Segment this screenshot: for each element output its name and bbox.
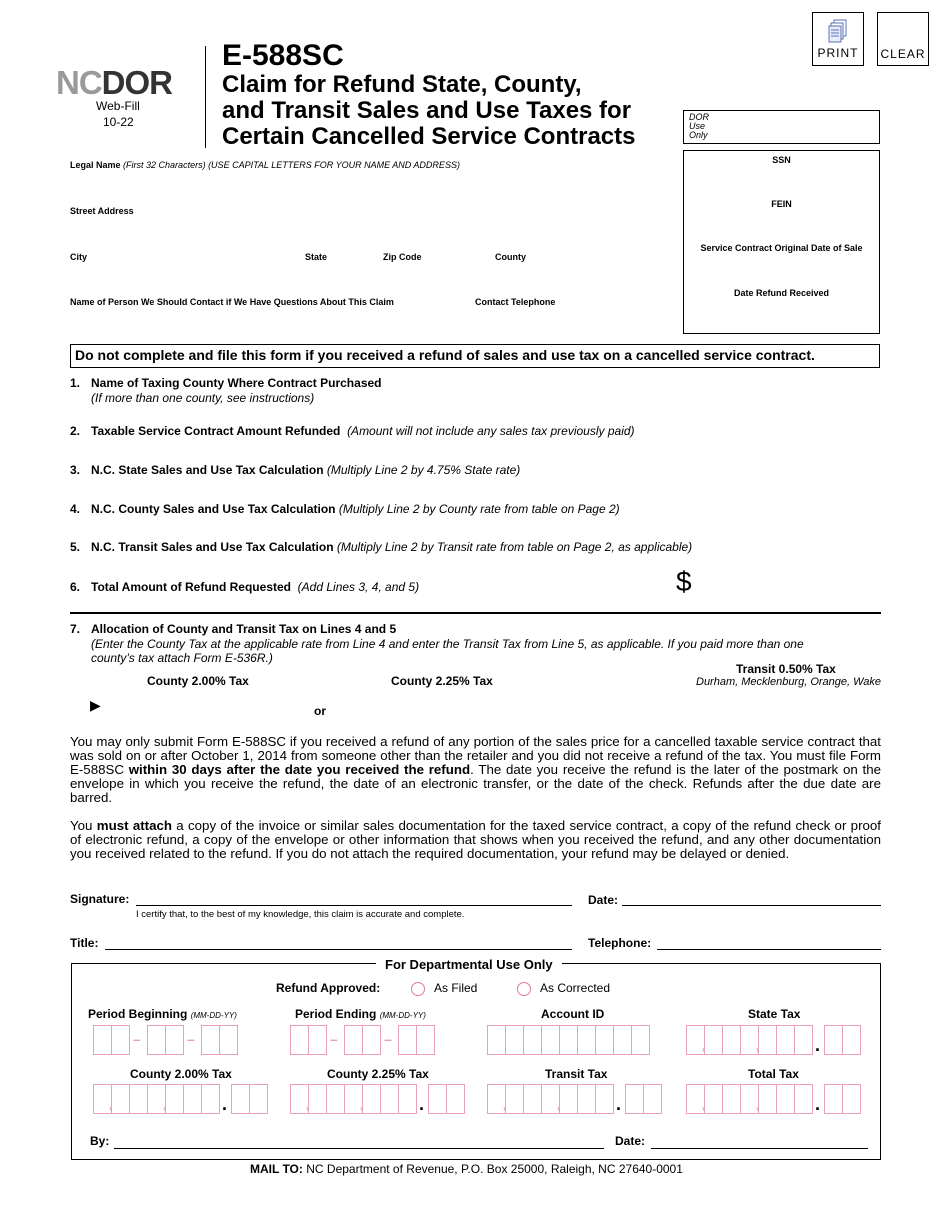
digit-box[interactable]	[398, 1025, 417, 1055]
date-field[interactable]	[622, 893, 881, 906]
digit-box[interactable]	[93, 1025, 112, 1055]
digit-box[interactable]	[559, 1084, 578, 1114]
digit-box[interactable]	[595, 1025, 614, 1055]
digit-box[interactable]	[344, 1025, 363, 1055]
state-tax-label: State Tax	[748, 1007, 801, 1021]
digit-box[interactable]	[794, 1025, 813, 1055]
digit-box[interactable]	[380, 1084, 399, 1114]
legal-name-field[interactable]	[70, 160, 460, 170]
separator-mark: ,	[702, 1100, 706, 1112]
separator-mark: .	[815, 1035, 821, 1055]
digit-box[interactable]	[523, 1025, 542, 1055]
digit-box[interactable]	[231, 1084, 250, 1114]
digit-box[interactable]	[577, 1084, 596, 1114]
dor-use-only-box	[683, 110, 880, 144]
line-6-rule	[70, 612, 881, 614]
digit-box[interactable]	[111, 1084, 130, 1114]
account-id-boxes[interactable]	[487, 1025, 659, 1055]
digit-box[interactable]	[111, 1025, 130, 1055]
as-filed-label: As Filed	[434, 981, 478, 995]
total-tax-label: Total Tax	[748, 1067, 799, 1081]
title-line-1: Claim for Refund State, County,	[222, 71, 582, 98]
line-7-note-2: county’s tax attach Form E-536R.)	[91, 651, 273, 665]
county-225-tax-boxes[interactable]	[290, 1084, 468, 1114]
form-title	[222, 72, 636, 150]
separator-mark: .	[815, 1094, 821, 1114]
digit-box[interactable]	[541, 1025, 560, 1055]
contact-name-label[interactable]: Name of Person We Should Contact if We Have Questions About This Claim	[70, 297, 394, 307]
as-corrected-label: As Corrected	[540, 981, 611, 995]
line-7-note-1: (Enter the County Tax at the applicable rate from Line 4 and enter the Transit Tax from Line 5, as applicable. If you paid more than one	[91, 637, 804, 651]
id-box	[683, 150, 880, 334]
signature-field[interactable]	[136, 893, 572, 906]
refund-approved-label: Refund Approved:	[276, 981, 381, 995]
line-5-label: N.C. Transit Sales and Use Tax Calculation	[91, 540, 334, 554]
digit-box[interactable]	[362, 1084, 381, 1114]
separator-mark: .	[222, 1094, 228, 1114]
separator-mark: ,	[360, 1100, 364, 1112]
line-6[interactable]: 6. Total Amount of Refund Requested (Add Lines 3, 4, and 5)	[70, 580, 420, 594]
line-6-label: Total Amount of Refund Requested	[91, 580, 291, 594]
line-3-note: (Multiply Line 2 by 4.75% State rate)	[326, 463, 521, 477]
separator-mark: –	[187, 1031, 195, 1047]
digit-box[interactable]	[505, 1025, 524, 1055]
line-1-note: (If more than one county, see instructions)	[91, 391, 315, 405]
account-id-label: Account ID	[541, 1007, 605, 1021]
digit-box[interactable]	[704, 1084, 723, 1114]
period-beginning-boxes[interactable]	[93, 1025, 245, 1055]
digit-box[interactable]	[625, 1084, 644, 1114]
digit-box[interactable]	[487, 1025, 506, 1055]
digit-box[interactable]	[577, 1025, 596, 1055]
separator-mark: –	[133, 1031, 141, 1047]
by-field[interactable]	[114, 1136, 604, 1149]
digit-box[interactable]	[165, 1025, 184, 1055]
line-3[interactable]: 3. N.C. State Sales and Use Tax Calculation (Multiply Line 2 by 4.75% State rate)	[70, 463, 521, 477]
digit-box[interactable]	[523, 1084, 542, 1114]
certify-text: I certify that, to the best of my knowledge, this claim is accurate and complete.	[136, 909, 465, 920]
county-200-tax-boxes[interactable]	[93, 1084, 271, 1114]
transit-tax-boxes[interactable]	[487, 1084, 665, 1114]
county-200-tax-label: County 2.00% Tax	[130, 1067, 232, 1081]
web-fill-label: Web-Fill	[96, 99, 140, 113]
transit-label[interactable]: Transit 0.50% Tax	[736, 662, 836, 676]
line-1[interactable]: 1. Name of Taxing County Where Contract Purchased (If more than one county, see instructions)	[70, 376, 382, 405]
line-1-label: Name of Taxing County Where Contract Purchased	[91, 376, 382, 390]
as-filed-radio[interactable]	[411, 982, 425, 996]
separator-mark: ,	[109, 1100, 113, 1112]
mail-to-label: MAIL TO:	[250, 1162, 303, 1176]
separator-mark: ,	[702, 1041, 706, 1053]
digit-box[interactable]	[147, 1025, 166, 1055]
date-label: Date:	[588, 893, 619, 907]
line-7: 7. Allocation of County and Transit Tax on Lines 4 and 5 (Enter the County Tax at the applicable rate from Line 4 and enter the Transit Tax from Line 5, as applicable. If you paid more than one county’s tax attach Form E-536R.)	[70, 622, 870, 665]
county-225-tax-label: County 2.25% Tax	[327, 1067, 429, 1081]
as-corrected-radio[interactable]	[517, 982, 531, 996]
clear-label: CLEAR	[880, 47, 926, 61]
fein-label: FEIN	[771, 199, 792, 209]
digit-box[interactable]	[308, 1084, 327, 1114]
separator-mark: –	[384, 1031, 392, 1047]
separator-mark: .	[616, 1094, 622, 1114]
contact-phone-label[interactable]: Contact Telephone	[475, 297, 556, 307]
digit-box[interactable]	[776, 1025, 795, 1055]
departmental-use-title: For Departmental Use Only	[376, 955, 562, 974]
separator-mark: ,	[756, 1100, 760, 1112]
digit-box[interactable]	[183, 1084, 202, 1114]
mail-to	[250, 1162, 683, 1176]
digit-box[interactable]	[631, 1025, 650, 1055]
digit-box[interactable]	[704, 1025, 723, 1055]
digit-box[interactable]	[165, 1084, 184, 1114]
state-label[interactable]: State	[305, 252, 328, 262]
digit-box[interactable]	[326, 1084, 345, 1114]
ssn-label: SSN	[772, 155, 791, 165]
period-ending-boxes[interactable]	[290, 1025, 442, 1055]
title-line-2: and Transit Sales and Use Taxes for	[222, 97, 632, 124]
digit-box[interactable]	[613, 1025, 632, 1055]
digit-box[interactable]	[842, 1025, 861, 1055]
clear-button[interactable]	[877, 12, 929, 66]
digit-box[interactable]	[722, 1084, 741, 1114]
legal-name-hint: (First 32 Characters) (USE CAPITAL LETTERS FOR YOUR NAME AND ADDRESS)	[123, 160, 460, 170]
digit-box[interactable]	[201, 1025, 220, 1055]
digit-box[interactable]	[201, 1084, 220, 1114]
period-ending-label: Period Ending (MM-DD-YY)	[295, 1007, 426, 1021]
street-address-label[interactable]: Street Address	[70, 206, 134, 216]
line-4-label: N.C. County Sales and Use Tax Calculation	[91, 502, 336, 516]
line-7-label: Allocation of County and Transit Tax on Lines 4 and 5	[91, 622, 397, 636]
title-field[interactable]	[105, 937, 572, 950]
digit-box[interactable]	[842, 1084, 861, 1114]
county-225-label[interactable]: County 2.25% Tax	[391, 674, 493, 688]
separator-mark: ,	[557, 1100, 561, 1112]
print-icon	[828, 19, 848, 43]
signature-label: Signature:	[70, 892, 130, 906]
separator-mark: ,	[306, 1100, 310, 1112]
line-4[interactable]: 4. N.C. County Sales and Use Tax Calculation (Multiply Line 2 by County rate from table on Page 2)	[70, 502, 620, 516]
print-button[interactable]	[812, 12, 864, 66]
county-label[interactable]: County	[495, 252, 526, 262]
form-version: 10-22	[103, 115, 134, 129]
line-5-note: (Multiply Line 2 by Transit rate from table on Page 2, as applicable)	[336, 540, 693, 554]
digit-box[interactable]	[758, 1025, 777, 1055]
dor-use-only-label: DOR Use Only	[689, 112, 709, 140]
state-tax-boxes[interactable]	[686, 1025, 864, 1055]
transit-tax-label: Transit Tax	[545, 1067, 608, 1081]
digit-box[interactable]	[129, 1084, 148, 1114]
arrow-icon: ▶	[90, 697, 101, 713]
total-tax-boxes[interactable]	[686, 1084, 864, 1114]
period-beginning-label: Period Beginning (MM-DD-YY)	[88, 1007, 237, 1021]
digit-box[interactable]	[776, 1084, 795, 1114]
date-received-label: Date Refund Received	[733, 288, 830, 298]
city-label[interactable]: City	[70, 252, 88, 262]
warning-banner: Do not complete and file this form if you received a refund of sales and use tax on a cancelled service contract.	[70, 344, 880, 368]
digit-box[interactable]	[722, 1025, 741, 1055]
telephone-field[interactable]	[657, 937, 881, 950]
separator-mark: ,	[503, 1100, 507, 1112]
line-2-label: Taxable Service Contract Amount Refunded	[91, 424, 341, 438]
digit-box[interactable]	[824, 1084, 843, 1114]
dept-date-label: Date:	[615, 1134, 646, 1148]
county-200-label[interactable]: County 2.00% Tax	[147, 674, 249, 688]
digit-box[interactable]	[824, 1025, 843, 1055]
legal-name-label: Legal Name	[70, 160, 121, 170]
original-date-label: Service Contract Original Date of Sale	[700, 243, 863, 253]
digit-box[interactable]	[758, 1084, 777, 1114]
digit-box[interactable]	[416, 1025, 435, 1055]
ncdor-logo	[56, 66, 172, 100]
zip-label[interactable]: Zip Code	[383, 252, 422, 262]
transit-counties: Durham, Mecklenburg, Orange, Wake	[696, 676, 882, 688]
logo-nc: NC	[56, 64, 102, 101]
or-label: or	[314, 704, 326, 718]
line-3-label: N.C. State Sales and Use Tax Calculation	[91, 463, 324, 477]
digit-box[interactable]	[362, 1025, 381, 1055]
digit-box[interactable]	[559, 1025, 578, 1055]
line-2-note: (Amount will not include any sales tax previously paid)	[347, 424, 635, 438]
instructions-paragraph-2: You must attach a copy of the invoice or similar sales documentation for the taxed service contract, a copy of the refund check or proof of electronic refund, a copy of the envelope or other information that shows when you received the refund, and any other documentation you received related to the refund. If you do not attach the required documentation, your refund may be delayed or denied.	[70, 818, 881, 861]
title-label: Title:	[70, 936, 99, 950]
digit-box[interactable]	[308, 1025, 327, 1055]
digit-box[interactable]	[428, 1084, 447, 1114]
separator-mark: .	[419, 1094, 425, 1114]
title-line-3: Certain Cancelled Service Contracts	[222, 123, 636, 150]
form-number: E-588SC	[222, 39, 344, 72]
digit-box[interactable]	[595, 1084, 614, 1114]
digit-box[interactable]	[794, 1084, 813, 1114]
line-6-note: (Add Lines 3, 4, and 5)	[297, 580, 420, 594]
print-label: PRINT	[817, 46, 859, 60]
separator-mark: ,	[756, 1041, 760, 1053]
digit-box[interactable]	[643, 1084, 662, 1114]
line-4-note: (Multiply Line 2 by County rate from table on Page 2)	[338, 502, 620, 516]
digit-box[interactable]	[505, 1084, 524, 1114]
line-5[interactable]: 5. N.C. Transit Sales and Use Tax Calculation (Multiply Line 2 by Transit rate from table on Page 2, as applicable)	[70, 540, 693, 554]
dept-date-field[interactable]	[651, 1136, 868, 1149]
digit-box[interactable]	[290, 1025, 309, 1055]
header-divider	[205, 46, 206, 148]
dollar-sign: $	[676, 566, 692, 597]
telephone-label: Telephone:	[588, 936, 652, 950]
mail-to-address: NC Department of Revenue, P.O. Box 25000, Raleigh, NC 27640-0001	[306, 1162, 683, 1176]
instructions-paragraph-1: You may only submit Form E-588SC if you received a refund of any portion of the sales price for a cancelled taxable service contract that was sold on or after October 1, 2014 from someone other than the retailer and you did not receive a refund of the tax. You must file Form E-588SC within 30 days after the date you received the refund. The date you receive the refund is the later of the postmark on the envelope in which you receive the refund, the date of an electronic transfer, or the date of the check. Refunds after the due date are barred.	[70, 734, 881, 805]
digit-box[interactable]	[249, 1084, 268, 1114]
separator-mark: –	[330, 1031, 338, 1047]
line-2[interactable]: 2. Taxable Service Contract Amount Refunded (Amount will not include any sales tax previously paid)	[70, 424, 635, 438]
digit-box[interactable]	[446, 1084, 465, 1114]
digit-box[interactable]	[219, 1025, 238, 1055]
separator-mark: ,	[163, 1100, 167, 1112]
digit-box[interactable]	[398, 1084, 417, 1114]
logo-dor: DOR	[101, 64, 173, 101]
by-label: By:	[90, 1134, 110, 1148]
